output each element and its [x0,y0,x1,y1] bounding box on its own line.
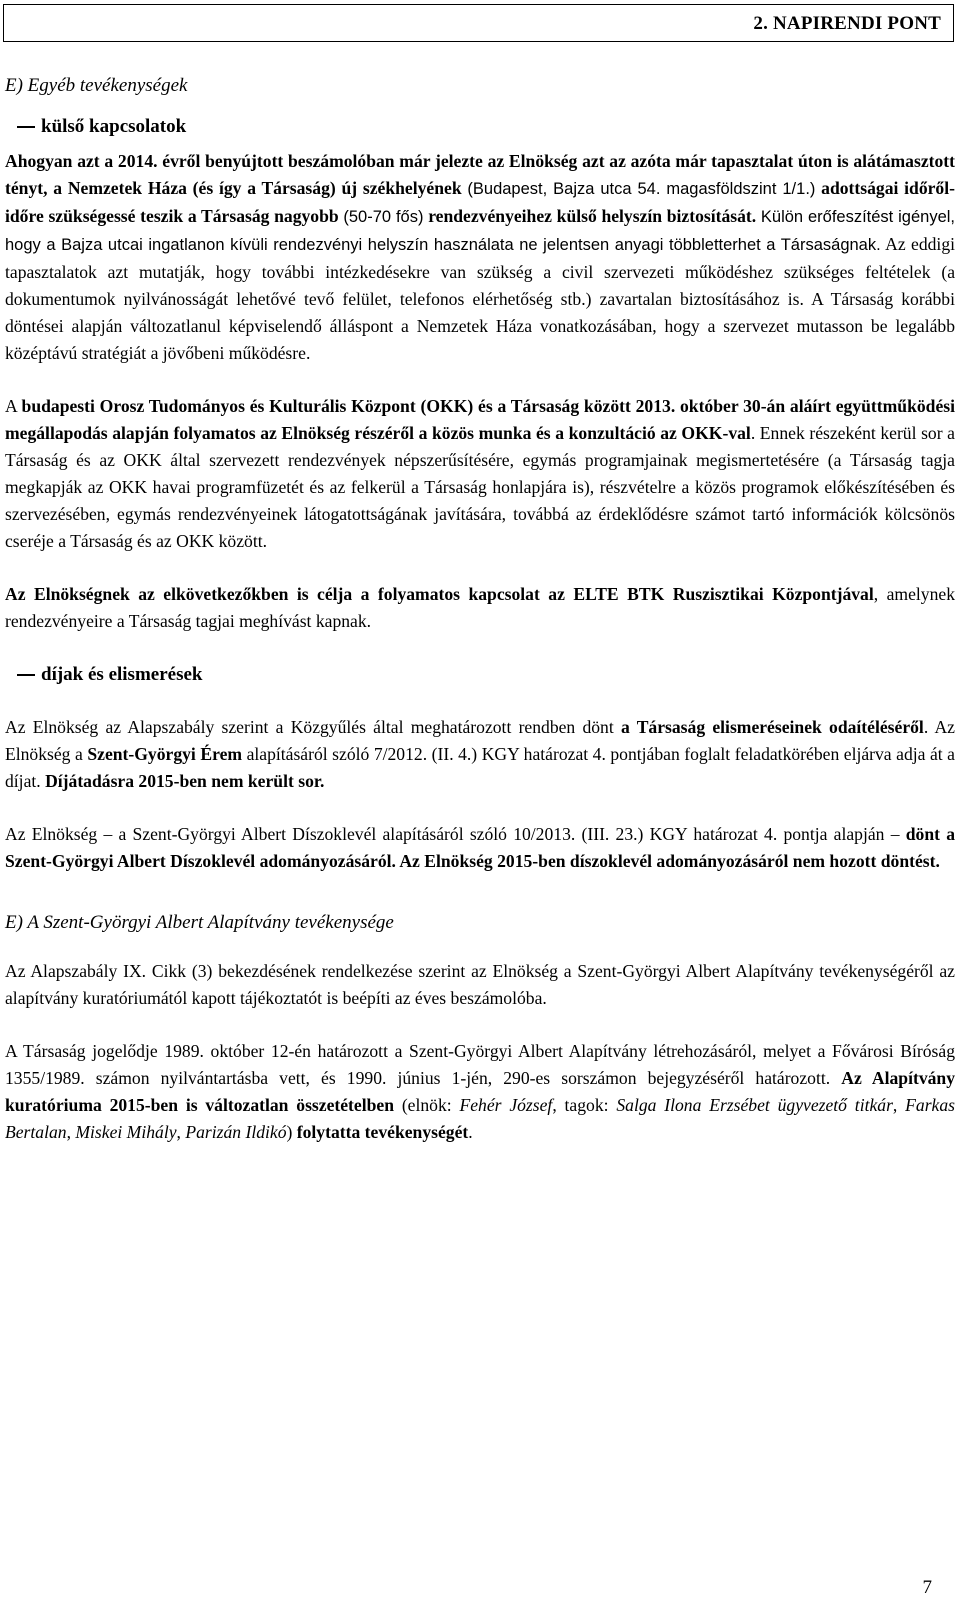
section-heading-egyeb: E) Egyéb tevékenységek [5,75,188,96]
paragraph-kulso-1: Ahogyan azt a 2014. évről benyújtott beszámolóban már jelezte az Elnökség azt az azóta már tapasztalat úton is alátámasztott tényt, a Nemzetek Háza (és így a Társaság) új székhelyének (Budapest, Bajza utca 54. magasföldszint 1/1.) adottságai időről-időre szükségessé teszik a Társaság nagyobb (50-70 fős) rendezvényeihez külső helyszín biztosítását. Külön erőfeszítést igényel, hogy a Bajza utcai ingatlanon kívüli rendezvényi helyszín használata ne jelentsen anyagi többletterhet a Társaságnak. Az eddigi tapasztalatok azt mutatják, hogy további intézkedésekre van szükség a civil szervezeti működéshez szükséges feltételek (a dokumentumok nyilvánosságát lehetővé tevő felület, telefonos elérhetőség stb.) zavartalan biztosításához is. A Társaság korábbi döntései alapján változatlanul képviselendő álláspont a Nemzetek Háza vonatkozásában, hogy a szervezet mutasson be legalább középtávú stratégiát a jövőbeni működésre. [5,151,956,363]
paragraph-dijak-2: Az Elnökség – a Szent-Györgyi Albert Díszoklevél alapításáról szóló 10/2013. (III. 23.) KGY határozat 4. pontja alapján – dönt a Szent-Györgyi Albert Díszoklevél adományozásáról. Az Elnökség 2015-ben díszoklevél adományozásáról nem hozott döntést. [5,824,955,871]
subheading-kulso-kapcsolatok: külső kapcsolatok [5,113,955,140]
subheading-dijak: díjak és elismerések [5,661,955,688]
content [5,72,955,1146]
agenda-label: 2. NAPIRENDI PONT [753,13,941,34]
paragraph-alapitvany-2: A Társaság jogelődje 1989. október 12-én határozott a Szent-Györgyi Albert Alapítvány létrehozásáról, melyet a Fővárosi Bíróság 1355/1989. számon nyilvántartásba vett, és 1990. június 1-jén, 290-es sorszámon bejegyzéséről határozott. Az Alapítvány kuratóriuma 2015-ben is változatlan összetételben (elnök: Fehér József, tagok: Salga Ilona Erzsébet ügyvezető titkár, Farkas Bertalan, Miskei Mihály, Parizán Ildikó) folytatta tevékenységét. [5,1041,955,1142]
page-number: 7 [922,1577,932,1598]
paragraph-kulso-elte: Az Elnökségnek az elkövetkezőkben is célja a folyamatos kapcsolat az ELTE BTK Ruszisztikai Központjával, amelynek rendezvényeire a Társaság tagjai meghívást kapnak. [5,584,955,631]
paragraph-dijak-1: Az Elnökség az Alapszabály szerint a Közgyűlés által meghatározott rendben dönt a Társaság elismeréseinek odaítéléséről. Az Elnökség a Szent-Györgyi Érem alapításáról szóló 7/2012. (II. 4.) KGY határozat 4. pontjában foglalt feladatkörében eljárva adja át a díjat. Díjátadásra 2015-ben nem került sor. [5,717,955,791]
section-heading-alapitvany: E) A Szent-Györgyi Albert Alapítvány tevékenysége [5,912,394,933]
paragraph-kulso-okk: A budapesti Orosz Tudományos és Kulturális Központ (OKK) és a Társaság között 2013. október 30-án aláírt együttműködési megállapodás alapján folyamatos az Elnökség részéről a közös munka és a konzultáció az OKK-val. Ennek részeként kerül sor a Társaság és az OKK által szervezett rendezvények népszerűsítésére, egymás programjainak megismertetésére (a Társaság tagja megkapják az OKK havai programfüzetét és az felkerül a Társaság honlapjára is), részvételre a közös programok előkészítésében és szervezésében, egymás rendezvényeinek látogatottságának javítására, továbbá az érdeklődésre számot tartó információk kölcsönös cseréje a Társaság és az OKK között. [5,396,955,551]
header-box [3,4,954,42]
paragraph-alapitvany-1: Az Alapszabály IX. Cikk (3) bekezdésének rendelkezése szerint az Elnökség a Szent-Györgyi Albert Alapítvány tevékenységéről az alapítvány kuratóriumától kapott tájékoztatót is beépíti az éves beszámolóba. [5,961,955,1008]
